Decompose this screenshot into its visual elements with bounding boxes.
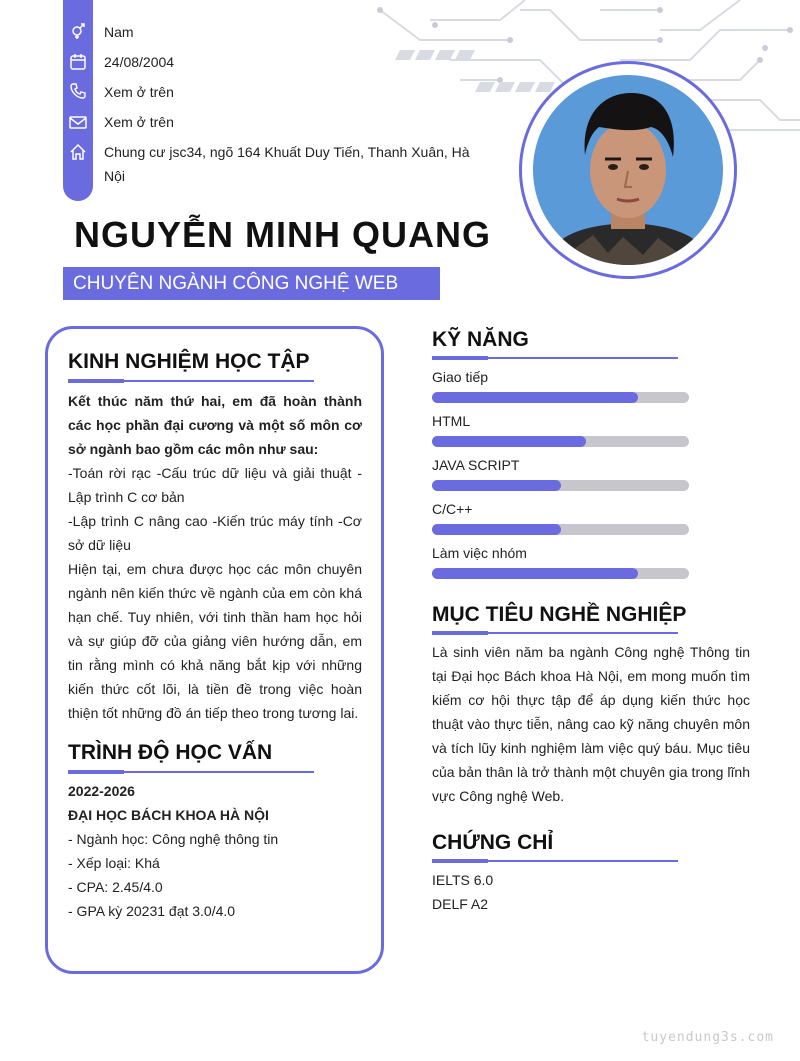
skill-label: Làm việc nhóm [432, 545, 527, 561]
address-line-2: Nội [104, 168, 126, 184]
contact-email: Xem ở trên [104, 114, 174, 130]
email-icon [69, 113, 87, 131]
gender-icon [69, 22, 87, 40]
education-cpa: - CPA: 2.45/4.0 [68, 879, 163, 895]
experience-courses-2: -Lập trình C nâng cao -Kiến trúc máy tính -Cơ sở dữ liệu [68, 513, 362, 553]
objective-underline [432, 632, 678, 634]
skill-bar-fill [432, 524, 561, 535]
skill-label: HTML [432, 413, 471, 429]
education-title: TRÌNH ĐỘ HỌC VẤN [68, 741, 273, 764]
skill-bar-fill [432, 568, 638, 579]
skill-bar [432, 568, 689, 579]
skill-label: Giao tiếp [432, 369, 489, 385]
calendar-icon [69, 53, 87, 71]
skills-title: KỸ NĂNG [432, 328, 529, 351]
candidate-name: NGUYỄN MINH QUANG [74, 214, 492, 255]
contact-gender: Nam [104, 24, 134, 40]
education-rank: - Xếp loại: Khá [68, 855, 160, 871]
skill-bar [432, 480, 689, 491]
avatar [533, 75, 723, 265]
education-school: ĐẠI HỌC BÁCH KHOA HÀ NỘI [68, 807, 269, 823]
certificates-underline [432, 860, 678, 862]
skill-bar [432, 524, 689, 535]
skill-bar-fill [432, 436, 586, 447]
certificate-item: IELTS 6.0 [432, 872, 494, 888]
contact-address [104, 140, 474, 188]
skill-bar [432, 392, 689, 403]
experience-courses-1: -Toán rời rạc -Cấu trúc dữ liệu và giải thuật -Lập trình C cơ bản [68, 465, 362, 505]
education-gpa: - GPA kỳ 20231 đạt 3.0/4.0 [68, 903, 236, 919]
watermark: tuyendung3s.com [641, 1030, 774, 1045]
skill-bar [432, 436, 689, 447]
contact-birthday: 24/08/2004 [104, 54, 175, 70]
objective-body: Là sinh viên năm ba ngành Công nghệ Thông tin tại Đại học Bách khoa Hà Nội, em mong muốn tìm kiếm cơ hội thực tập để áp dụng kiến thức học thuật vào thực tiễn, nâng cao kỹ năng chuyên môn và tích lũy kinh nghiệm làm việc quý báu. Mục tiêu của bản thân là trở thành một chuyên gia trong lĩnh vực Công nghệ Web. [432, 644, 750, 804]
skill-label: C/C++ [432, 501, 473, 517]
candidate-subtitle: CHUYÊN NGÀNH CÔNG NGHỆ WEB [63, 267, 440, 300]
education-major: - Ngành học: Công nghệ thông tin [68, 831, 279, 847]
education-underline [68, 771, 314, 773]
experience-underline [68, 380, 314, 382]
experience-title: KINH NGHIỆM HỌC TẬP [68, 350, 310, 373]
skill-label: JAVA SCRIPT [432, 457, 520, 473]
phone-icon [69, 82, 87, 100]
certificates-title: CHỨNG CHỈ [432, 831, 554, 854]
contact-phone: Xem ở trên [104, 84, 174, 100]
certificate-item: DELF A2 [432, 896, 489, 912]
skill-bar-fill [432, 392, 638, 403]
skill-bar-fill [432, 480, 561, 491]
experience-body: Hiện tại, em chưa được học các môn chuyên ngành nên kiến thức về ngành của em còn khá hạn chế. Tuy nhiên, với tinh thần ham học hỏi và sự giúp đỡ của giảng viên hướng dẫn, em tin rằng mình có khả năng bắt kịp với những kiến thức cốt lõi, là tiền đề trong việc hoàn thiện tốt những đồ án tiếp theo trong tương lai. [68, 561, 362, 721]
objective-title: MỤC TIÊU NGHỀ NGHIỆP [432, 603, 687, 626]
address-line-1: Chung cư jsc34, ngõ 164 Khuất Duy Tiến, Thanh Xuân, Hà [104, 144, 470, 160]
portrait-image [533, 75, 723, 265]
home-icon [69, 143, 87, 161]
skills-underline [432, 357, 678, 359]
experience-intro: Kết thúc năm thứ hai, em đã hoàn thành các học phần đại cương và một số môn cơ sở ngành bao gồm các môn như sau: [68, 393, 362, 457]
education-years: 2022-2026 [68, 783, 135, 799]
